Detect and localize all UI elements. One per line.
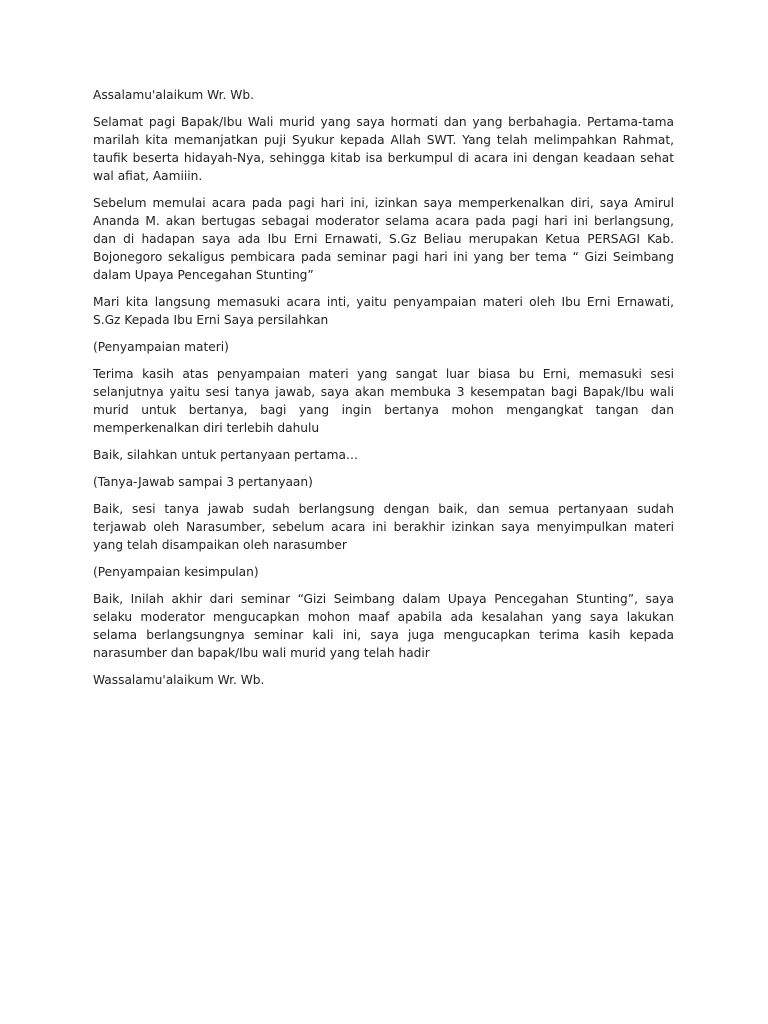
note-qa: (Tanya-Jawab sampai 3 pertanyaan) <box>93 475 313 489</box>
paragraph-qa-session: Terima kasih atas penyampaian materi yang sangat luar biasa bu Erni, memasuki sesi selanjutnya yaitu sesi tanya jawab, saya akan membuka 3 kesempatan bagi Bapak/Ibu wali murid untuk bertanya, bagi yang ingin bertanya mohon mengangkat tangan dan memperkenalkan diri terlebih dahulu <box>93 367 674 435</box>
document-body <box>93 86 674 698</box>
paragraph-main-event: Mari kita langsung memasuki acara inti, yaitu penyampaian materi oleh Ibu Erni Ernawati, S.Gz Kepada Ibu Erni Saya persilahkan <box>93 295 674 327</box>
paragraph-introduction: Sebelum memulai acara pada pagi hari ini, izinkan saya memperkenalkan diri, saya Amirul Ananda M. akan bertugas sebagai moderator selama acara pada pagi hari ini berlangsung, dan di hadapan saya ada Ibu Erni Ernawati, S.Gz Beliau merupakan Ketua PERSAGI Kab. Bojonegoro sekaligus pembicara pada seminar pagi hari ini yang ber tema “ Gizi Seimbang dalam Upaya Pencegahan Stunting” <box>93 196 674 282</box>
note-material-delivery: (Penyampaian materi) <box>93 340 229 354</box>
paragraph-first-question: Baik, silahkan untuk pertanyaan pertama… <box>93 448 359 462</box>
greeting-opening: Assalamu'alaikum Wr. Wb. <box>93 88 254 102</box>
paragraph-closing: Baik, Inilah akhir dari seminar “Gizi Seimbang dalam Upaya Pencegahan Stunting”, saya selaku moderator mengucapkan mohon maaf apabila ada kesalahan yang saya lakukan selama berlangsungnya seminar kali ini, saya juga mengucapkan terima kasih kepada narasumber dan bapak/Ibu wali murid yang telah hadir <box>93 592 674 660</box>
greeting-closing: Wassalamu'alaikum Wr. Wb. <box>93 673 265 687</box>
paragraph-summary-intro: Baik, sesi tanya jawab sudah berlangsung dengan baik, dan semua pertanyaan sudah terjawab oleh Narasumber, sebelum acara ini berakhir izinkan saya menyimpulkan materi yang telah disampaikan oleh narasumber <box>93 502 674 552</box>
note-conclusion: (Penyampaian kesimpulan) <box>93 565 259 579</box>
paragraph-welcome: Selamat pagi Bapak/Ibu Wali murid yang saya hormati dan yang berbahagia. Pertama-tama marilah kita memanjatkan puji Syukur kepada Allah SWT. Yang telah melimpahkan Rahmat, taufik beserta hidayah-Nya, sehingga kitab isa berkumpul di acara ini dengan keadaan sehat wal afiat, Aamiiin. <box>93 115 674 183</box>
